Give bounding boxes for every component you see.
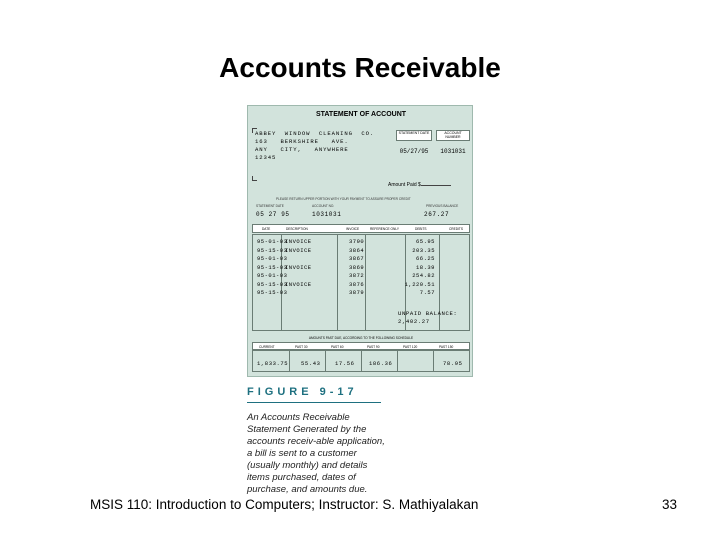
col-date: DATE — [262, 227, 271, 231]
table-row: 95-01-03 INVOICE 3790 65.95 — [257, 238, 435, 245]
table-row: 95-15-03 3879 7.57 — [257, 289, 435, 296]
slide-title: Accounts Receivable — [219, 52, 501, 83]
table-row: 95-01-03 3867 66.25 — [257, 255, 435, 262]
col-credits: CREDITS — [449, 227, 463, 231]
account-number-value: 1031031 — [440, 148, 466, 155]
figure-rule — [247, 402, 381, 403]
summary-label-date: STATEMENT DATE — [256, 204, 284, 208]
account-number-label: ACCOUNT NUMBER — [436, 130, 470, 141]
table-row: 95-01-03 3872 254.82 — [257, 272, 435, 279]
billing-address: ABBEY WINDOW CLEANING CO. 163 BERKSHIRE AVE. ANY CITY, ANYWHERE 12345 — [255, 130, 375, 161]
aging-past-60: 17.56 — [335, 360, 355, 367]
aging-current: 1,833.75 — [257, 360, 289, 367]
statement-date-value: 05/27/95 — [399, 148, 429, 155]
page-number: 33 — [662, 497, 678, 512]
col-invoice: INVOICE — [346, 227, 360, 231]
transaction-table-header — [252, 224, 470, 233]
slide-footer: MSIS 110: Introduction to Computers; Instructor: S. Mathiyalakan — [90, 497, 479, 512]
summary-previous-balance-value: 267.27 — [424, 211, 450, 218]
aging-past-30: 55.43 — [301, 360, 321, 367]
aging-past-150: 78.95 — [443, 360, 463, 367]
amount-paid-field: Amount Paid $ — [388, 182, 451, 188]
col-description: DESCRIPTION — [286, 227, 308, 231]
col-reference: REFERENCE ONLY — [370, 227, 399, 231]
aging-table-header: CURRENT PAST 30 PAST 60 PAST 90 PAST 120 PAST 150 — [252, 342, 470, 350]
aging-schedule-label: AMOUNTS PAST DUE, ACCORDING TO THE FOLLOWING SCHEDULE — [308, 336, 414, 340]
summary-label-previous-balance: PREVIOUS BALANCE — [426, 204, 459, 208]
col-debits: DEBITS — [415, 227, 427, 231]
aging-past-90: 186.36 — [369, 360, 393, 367]
address-corner-bottom-left — [252, 176, 257, 181]
table-row: 95-15-03 INVOICE 3864 203.35 — [257, 246, 435, 254]
summary-account-value: 1031031 — [312, 211, 342, 218]
return-instructions: PLEASE RETURN UPPER PORTION WITH YOUR PAYMENT TO ASSURE PROPER CREDIT — [276, 197, 411, 201]
figure-label: FIGURE 9-17 — [247, 386, 358, 398]
table-row: 95-15-03 INVOICE 3869 18.39 — [257, 263, 435, 271]
statement-heading: STATEMENT OF ACCOUNT — [315, 111, 407, 118]
table-row: 95-15-03 INVOICE 3876 1,220.51 — [257, 280, 435, 288]
summary-date-value: 05 27 95 — [256, 211, 290, 218]
aging-table-body — [252, 350, 470, 372]
unpaid-balance: UNPAID BALANCE: 2,402.27 — [398, 310, 458, 325]
figure-caption: An Accounts Receivable Statement Generated by the accounts receiv-able application, a bill is sent to a customer (usually monthly) and details items purchased, dates of purchase, and amounts due. — [247, 412, 385, 495]
statement-date-label: STATEMENT DATE — [396, 130, 432, 141]
summary-label-account: ACCOUNT NO. — [312, 204, 335, 208]
statement-of-account-image — [247, 105, 473, 377]
